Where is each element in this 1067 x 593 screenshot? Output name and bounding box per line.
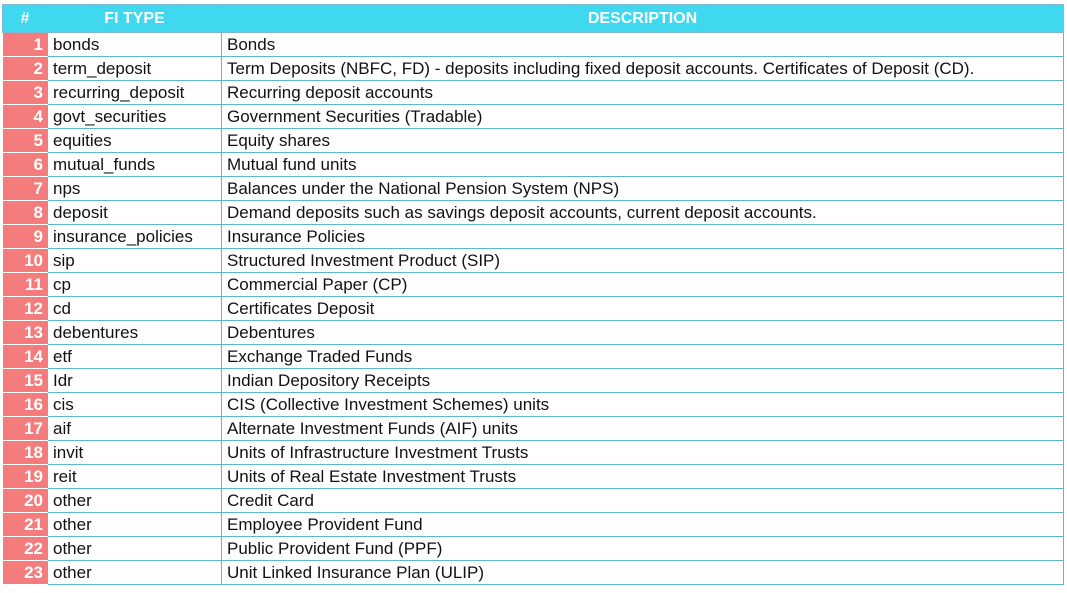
description-cell: Unit Linked Insurance Plan (ULIP) — [222, 561, 1064, 585]
row-number-cell: 18 — [3, 441, 48, 465]
fi-type-cell: other — [48, 537, 222, 561]
table-row — [3, 153, 1064, 177]
row-number-cell: 8 — [3, 201, 48, 225]
fi-type-cell: sip — [48, 249, 222, 273]
fi-type-cell: term_deposit — [48, 57, 222, 81]
row-number-cell: 1 — [3, 33, 48, 57]
description-cell: Alternate Investment Funds (AIF) units — [222, 417, 1064, 441]
table-row — [3, 489, 1064, 513]
row-number-cell: 15 — [3, 369, 48, 393]
fi-type-cell: cis — [48, 393, 222, 417]
table-row — [3, 249, 1064, 273]
row-number-cell: 20 — [3, 489, 48, 513]
fi-type-cell: mutual_funds — [48, 153, 222, 177]
table-row — [3, 465, 1064, 489]
table-row — [3, 369, 1064, 393]
row-number-cell: 10 — [3, 249, 48, 273]
row-number-cell: 14 — [3, 345, 48, 369]
table-row — [3, 273, 1064, 297]
table-header — [3, 5, 1064, 33]
row-number-cell: 16 — [3, 393, 48, 417]
description-cell: Government Securities (Tradable) — [222, 105, 1064, 129]
description-cell: Exchange Traded Funds — [222, 345, 1064, 369]
fi-type-cell: bonds — [48, 33, 222, 57]
row-number-cell: 11 — [3, 273, 48, 297]
row-number-cell: 5 — [3, 129, 48, 153]
header-description: DESCRIPTION — [222, 5, 1064, 33]
row-number-cell: 17 — [3, 417, 48, 441]
row-number-cell: 4 — [3, 105, 48, 129]
fi-type-cell: debentures — [48, 321, 222, 345]
fi-type-cell: insurance_policies — [48, 225, 222, 249]
table-row — [3, 297, 1064, 321]
fi-type-cell: other — [48, 561, 222, 585]
table-row — [3, 33, 1064, 57]
description-cell: Units of Infrastructure Investment Trusts — [222, 441, 1064, 465]
table-row — [3, 81, 1064, 105]
table-row — [3, 441, 1064, 465]
fi-type-cell: recurring_deposit — [48, 81, 222, 105]
row-number-cell: 22 — [3, 537, 48, 561]
fi-type-cell: other — [48, 513, 222, 537]
description-cell: Mutual fund units — [222, 153, 1064, 177]
fi-type-cell: govt_securities — [48, 105, 222, 129]
table-row — [3, 201, 1064, 225]
description-cell: Insurance Policies — [222, 225, 1064, 249]
description-cell: Structured Investment Product (SIP) — [222, 249, 1064, 273]
description-cell: Units of Real Estate Investment Trusts — [222, 465, 1064, 489]
row-number-cell: 7 — [3, 177, 48, 201]
table-row — [3, 537, 1064, 561]
description-cell: Balances under the National Pension System (NPS) — [222, 177, 1064, 201]
header-fi-type: FI TYPE — [48, 5, 222, 33]
table-row — [3, 393, 1064, 417]
row-number-cell: 9 — [3, 225, 48, 249]
table-row — [3, 177, 1064, 201]
fi-type-cell: etf — [48, 345, 222, 369]
description-cell: Indian Depository Receipts — [222, 369, 1064, 393]
table-row — [3, 321, 1064, 345]
description-cell: Certificates Deposit — [222, 297, 1064, 321]
table-body — [3, 33, 1064, 585]
description-cell: Demand deposits such as savings deposit accounts, current deposit accounts. — [222, 201, 1064, 225]
table-row — [3, 417, 1064, 441]
table-row — [3, 513, 1064, 537]
row-number-cell: 23 — [3, 561, 48, 585]
table-row — [3, 129, 1064, 153]
description-cell: Commercial Paper (CP) — [222, 273, 1064, 297]
table-row — [3, 225, 1064, 249]
fi-type-cell: cd — [48, 297, 222, 321]
row-number-cell: 21 — [3, 513, 48, 537]
table-row — [3, 561, 1064, 585]
table-row — [3, 105, 1064, 129]
header-row — [3, 5, 1064, 33]
row-number-cell: 19 — [3, 465, 48, 489]
description-cell: Public Provident Fund (PPF) — [222, 537, 1064, 561]
fi-type-cell: cp — [48, 273, 222, 297]
fi-type-cell: reit — [48, 465, 222, 489]
row-number-cell: 3 — [3, 81, 48, 105]
fi-type-cell: invit — [48, 441, 222, 465]
fi-type-cell: aif — [48, 417, 222, 441]
row-number-cell: 12 — [3, 297, 48, 321]
fi-type-cell: nps — [48, 177, 222, 201]
fi-type-cell: equities — [48, 129, 222, 153]
description-cell: Debentures — [222, 321, 1064, 345]
fi-type-cell: deposit — [48, 201, 222, 225]
description-cell: Bonds — [222, 33, 1064, 57]
fi-type-cell: other — [48, 489, 222, 513]
description-cell: Credit Card — [222, 489, 1064, 513]
fi-type-cell: Idr — [48, 369, 222, 393]
fi-type-table — [2, 4, 1064, 585]
row-number-cell: 13 — [3, 321, 48, 345]
description-cell: Employee Provident Fund — [222, 513, 1064, 537]
description-cell: Term Deposits (NBFC, FD) - deposits including fixed deposit accounts. Certificates of Deposit (CD). — [222, 57, 1064, 81]
description-cell: Equity shares — [222, 129, 1064, 153]
table-row — [3, 345, 1064, 369]
description-cell: Recurring deposit accounts — [222, 81, 1064, 105]
header-number: # — [3, 5, 48, 33]
row-number-cell: 6 — [3, 153, 48, 177]
row-number-cell: 2 — [3, 57, 48, 81]
description-cell: CIS (Collective Investment Schemes) units — [222, 393, 1064, 417]
table-row — [3, 57, 1064, 81]
